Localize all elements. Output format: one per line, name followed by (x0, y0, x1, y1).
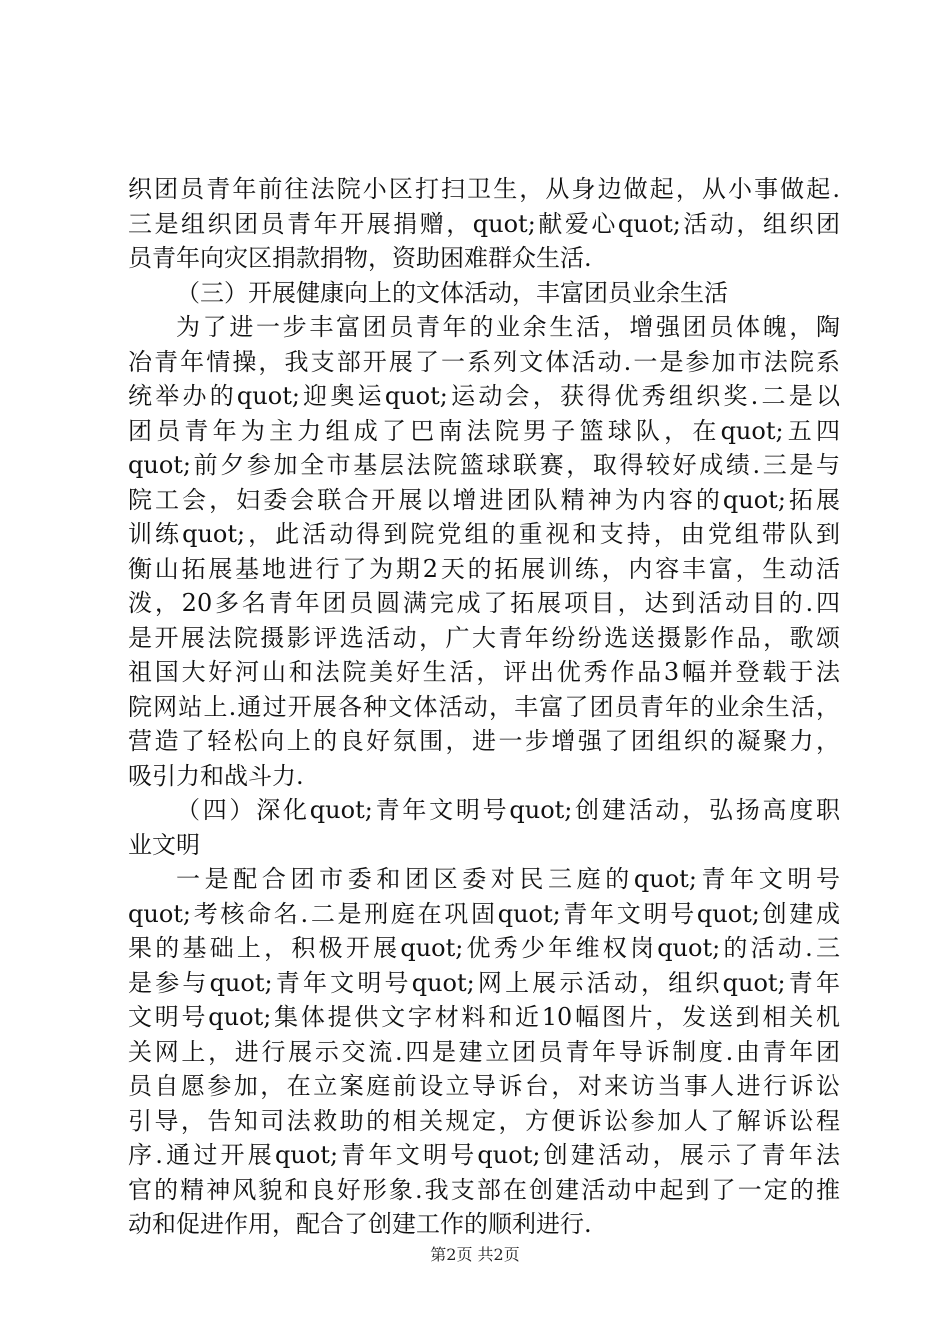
text-line: 三是组织团员青年开展捐赠，quot;献爱心quot;活动，组织团 (128, 209, 840, 238)
text-line: 织团员青年前往法院小区打扫卫生，从身边做起，从小事做起. (128, 175, 840, 203)
text-line: 泼，20多名青年团员圆满完成了拓展项目，达到活动目的.四 (128, 589, 840, 617)
section-heading-3: （三）开展健康向上的文体活动，丰富团员业余生活 (176, 278, 728, 307)
text-line: 团员青年为主力组成了巴南法院男子篮球队，在quot;五四 (128, 416, 840, 445)
text-line: quot;前夕参加全市基层法院篮球联赛，取得较好成绩.三是与 (128, 451, 840, 479)
page-number-footer: 第2页 共2页 (430, 1245, 520, 1264)
text-line: quot;考核命名.二是刑庭在巩固quot;青年文明号quot;创建成 (128, 899, 840, 928)
text-line: 院工会，妇委会联合开展以增进团队精神为内容的quot;拓展 (128, 485, 840, 514)
text-line: 院网站上.通过开展各种文体活动，丰富了团员青年的业余生活， (128, 692, 840, 721)
text-line: 衡山拓展基地进行了为期2天的拓展训练，内容丰富，生动活 (128, 554, 840, 583)
text-line: 序.通过开展quot;青年文明号quot;创建活动，展示了青年法 (128, 1141, 840, 1169)
section-heading-4: （四）深化quot;青年文明号quot;创建活动，弘扬高度职 (176, 796, 840, 824)
text-line: 官的精神风貌和良好形象.我支部在创建活动中起到了一定的推 (128, 1175, 840, 1204)
document-body (128, 172, 840, 1242)
text-line: 关网上，进行展示交流.四是建立团员青年导诉制度.由青年团 (128, 1037, 840, 1066)
text-line: 冶青年情操，我支部开展了一系列文体活动.一是参加市法院系 (128, 347, 840, 376)
text-line: 是参与quot;青年文明号quot;网上展示活动，组织quot;青年 (128, 968, 840, 997)
text-line: 文明号quot;集体提供文字材料和近10幅图片，发送到相关机 (128, 1003, 840, 1031)
text-line: 员青年向灾区捐款捐物，资助困难群众生活. (128, 244, 592, 272)
text-line: 动和促进作用，配合了创建工作的顺利进行. (128, 1210, 592, 1238)
text-line: 员自愿参加，在立案庭前设立导诉台，对来访当事人进行诉讼 (128, 1072, 840, 1100)
text-line: 是开展法院摄影评选活动，广大青年纷纷选送摄影作品，歌颂 (128, 623, 840, 652)
text-line: 一是配合团市委和团区委对民三庭的quot;青年文明号 (176, 865, 840, 893)
text-line: 果的基础上，积极开展quot;优秀少年维权岗quot;的活动.三 (128, 934, 840, 962)
text-line: 训练quot;，此活动得到院党组的重视和支持，由党组带队到 (128, 520, 840, 548)
text-line: 祖国大好河山和法院美好生活，评出优秀作品3幅并登载于法 (128, 658, 840, 686)
text-line: 引导，告知司法救助的相关规定，方便诉讼参加人了解诉讼程 (128, 1106, 840, 1135)
text-line: 统举办的quot;迎奥运quot;运动会，获得优秀组织奖.二是以 (128, 382, 840, 410)
section-heading-4-cont: 业文明 (128, 830, 200, 859)
text-line: 营造了轻松向上的良好氛围，进一步增强了团组织的凝聚力， (128, 727, 840, 755)
text-line: 为了进一步丰富团员青年的业余生活，增强团员体魄，陶 (176, 313, 840, 341)
text-line: 吸引力和战斗力. (128, 761, 304, 790)
